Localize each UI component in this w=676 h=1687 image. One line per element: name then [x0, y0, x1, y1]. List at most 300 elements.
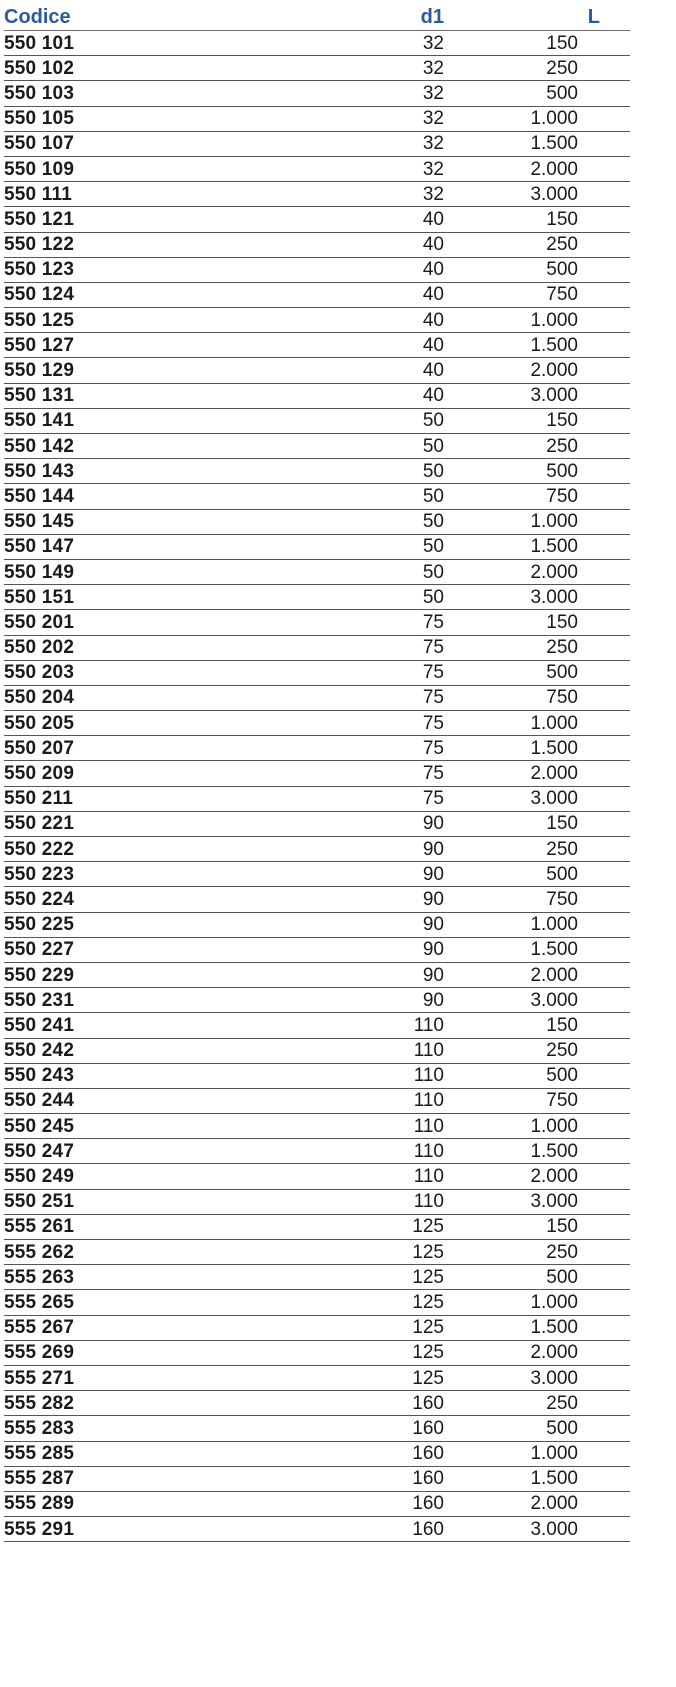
cell-d1: 75 [422, 763, 444, 785]
cell-l: 250 [546, 234, 578, 256]
cell-codice: 550 223 [4, 863, 75, 885]
table-row [4, 182, 630, 207]
table-row [4, 1316, 630, 1341]
cell-d1-wrap [164, 1041, 444, 1060]
table-row [4, 535, 630, 560]
cell-codice: 550 107 [4, 133, 75, 155]
cell-d1: 90 [422, 863, 444, 885]
cell-d1: 32 [422, 183, 444, 205]
cell-codice: 550 227 [4, 939, 75, 961]
table-row [4, 484, 630, 509]
table-row [4, 887, 630, 912]
cell-d1-wrap [164, 361, 444, 380]
cell-l: 250 [546, 435, 578, 457]
table-row [4, 1391, 630, 1416]
cell-codice: 550 241 [4, 1014, 75, 1036]
cell-d1-wrap [164, 1369, 444, 1388]
column-header-l: L [587, 5, 600, 28]
cell-codice: 555 289 [4, 1493, 75, 1515]
table-row [4, 1341, 630, 1366]
cell-d1: 90 [422, 939, 444, 961]
cell-codice: 550 231 [4, 989, 75, 1011]
cell-d1: 125 [412, 1266, 444, 1288]
cell-codice: 555 285 [4, 1443, 75, 1465]
cell-d1-wrap [164, 739, 444, 758]
cell-codice: 550 225 [4, 914, 75, 936]
cell-d1-wrap [164, 1494, 444, 1513]
cell-codice: 555 267 [4, 1317, 75, 1339]
cell-codice: 550 224 [4, 888, 75, 910]
table-row [4, 988, 630, 1013]
cell-codice: 550 207 [4, 737, 75, 759]
cell-codice: 550 102 [4, 57, 75, 79]
cell-d1-wrap [164, 966, 444, 985]
cell-l: 2.000 [530, 964, 578, 986]
table-row [4, 787, 630, 812]
cell-d1-wrap [164, 588, 444, 607]
cell-d1: 50 [422, 410, 444, 432]
cell-l: 750 [546, 284, 578, 306]
cell-l: 2.000 [530, 1493, 578, 1515]
cell-d1-wrap [164, 814, 444, 833]
cell-codice: 550 204 [4, 687, 75, 709]
cell-l: 1.000 [530, 712, 578, 734]
cell-codice: 555 261 [4, 1216, 75, 1238]
cell-l: 2.000 [530, 763, 578, 785]
table-row [4, 711, 630, 736]
cell-codice: 555 271 [4, 1367, 75, 1389]
cell-codice: 550 129 [4, 360, 75, 382]
cell-l: 1.500 [530, 737, 578, 759]
cell-d1: 50 [422, 536, 444, 558]
cell-l: 500 [546, 863, 578, 885]
cell-d1-wrap [164, 764, 444, 783]
cell-l: 250 [546, 838, 578, 860]
cell-d1: 160 [412, 1468, 444, 1490]
table-row [4, 207, 630, 232]
cell-d1-wrap [164, 1091, 444, 1110]
cell-l: 750 [546, 485, 578, 507]
table-row [4, 736, 630, 761]
cell-d1-wrap [164, 160, 444, 179]
cell-d1: 110 [413, 1166, 444, 1188]
table-row [4, 1416, 630, 1441]
cell-d1: 40 [422, 234, 444, 256]
cell-d1: 75 [422, 737, 444, 759]
cell-d1: 32 [422, 32, 444, 54]
table-row [4, 1164, 630, 1189]
cell-codice: 550 121 [4, 208, 75, 230]
cell-codice: 550 249 [4, 1166, 75, 1188]
cell-l: 1.500 [530, 939, 578, 961]
cell-d1-wrap [164, 890, 444, 909]
cell-d1: 32 [422, 133, 444, 155]
cell-d1-wrap [164, 235, 444, 254]
cell-d1-wrap [164, 1419, 444, 1438]
cell-codice: 550 202 [4, 637, 75, 659]
cell-l: 500 [546, 662, 578, 684]
cell-d1: 40 [422, 284, 444, 306]
cell-d1: 90 [422, 964, 444, 986]
cell-l: 3.000 [530, 385, 578, 407]
cell-d1: 32 [422, 158, 444, 180]
cell-d1: 125 [412, 1317, 444, 1339]
cell-codice: 550 109 [4, 158, 75, 180]
table-row [4, 686, 630, 711]
cell-codice: 555 265 [4, 1291, 75, 1313]
table-row [4, 308, 630, 333]
cell-d1-wrap [164, 915, 444, 934]
cell-codice: 550 144 [4, 485, 75, 507]
cell-d1: 90 [422, 813, 444, 835]
cell-codice: 555 262 [4, 1241, 75, 1263]
cell-d1-wrap [164, 487, 444, 506]
cell-l: 1.000 [530, 1291, 578, 1313]
cell-l: 1.500 [530, 536, 578, 558]
cell-codice: 550 242 [4, 1040, 75, 1062]
table-row [4, 585, 630, 610]
cell-l: 1.500 [530, 1140, 578, 1162]
cell-l: 3.000 [530, 1367, 578, 1389]
table-row [4, 610, 630, 635]
table-row [4, 459, 630, 484]
cell-codice: 550 143 [4, 460, 75, 482]
cell-d1-wrap [164, 688, 444, 707]
cell-codice: 550 141 [4, 410, 75, 432]
cell-codice: 550 125 [4, 309, 75, 331]
cell-d1-wrap [164, 940, 444, 959]
cell-d1: 75 [422, 687, 444, 709]
cell-codice: 555 287 [4, 1468, 75, 1490]
cell-d1-wrap [164, 386, 444, 405]
cell-codice: 555 282 [4, 1392, 75, 1414]
table-row [4, 1089, 630, 1114]
cell-d1: 40 [422, 360, 444, 382]
cell-d1: 50 [422, 561, 444, 583]
cell-l: 150 [546, 208, 578, 230]
table-row [4, 1013, 630, 1038]
cell-d1-wrap [164, 462, 444, 481]
table-row [4, 1064, 630, 1089]
table-row [4, 1114, 630, 1139]
cell-l: 1.000 [530, 914, 578, 936]
table-row [4, 1467, 630, 1492]
cell-d1: 50 [422, 511, 444, 533]
cell-l: 150 [546, 1014, 578, 1036]
cell-d1-wrap [164, 1117, 444, 1136]
cell-d1-wrap [164, 512, 444, 531]
cell-l: 750 [546, 1090, 578, 1112]
cell-d1-wrap [164, 210, 444, 229]
table-row [4, 384, 630, 409]
cell-l: 750 [546, 687, 578, 709]
cell-l: 150 [546, 410, 578, 432]
cell-d1-wrap [164, 537, 444, 556]
table-row [4, 1240, 630, 1265]
cell-d1: 32 [422, 82, 444, 104]
cell-l: 2.000 [530, 1342, 578, 1364]
cell-d1-wrap [164, 865, 444, 884]
cell-l: 2.000 [530, 158, 578, 180]
table-row [4, 1039, 630, 1064]
cell-codice: 555 291 [4, 1518, 75, 1540]
table-row [4, 132, 630, 157]
cell-d1-wrap [164, 185, 444, 204]
cell-d1-wrap [164, 563, 444, 582]
cell-d1-wrap [164, 260, 444, 279]
cell-l: 1.000 [530, 309, 578, 331]
cell-d1: 110 [413, 1065, 444, 1087]
table-row [4, 560, 630, 585]
cell-d1-wrap [164, 134, 444, 153]
cell-d1: 75 [422, 611, 444, 633]
cell-l: 2.000 [530, 360, 578, 382]
cell-d1: 110 [413, 1040, 444, 1062]
cell-d1-wrap [164, 1343, 444, 1362]
cell-d1-wrap [164, 1444, 444, 1463]
cell-d1-wrap [164, 1217, 444, 1236]
table-row [4, 157, 630, 182]
cell-l: 1.500 [530, 133, 578, 155]
cell-d1-wrap [164, 336, 444, 355]
cell-l: 3.000 [530, 183, 578, 205]
cell-d1-wrap [164, 285, 444, 304]
cell-l: 500 [546, 259, 578, 281]
cell-l: 1.500 [530, 334, 578, 356]
cell-codice: 550 245 [4, 1115, 75, 1137]
cell-d1-wrap [164, 59, 444, 78]
cell-d1: 75 [422, 662, 444, 684]
cell-d1-wrap [164, 311, 444, 330]
cell-codice: 550 127 [4, 334, 75, 356]
table-row [4, 963, 630, 988]
cell-d1: 110 [413, 1191, 444, 1213]
table-row [4, 761, 630, 786]
cell-d1-wrap [164, 1469, 444, 1488]
cell-d1-wrap [164, 109, 444, 128]
cell-d1: 160 [412, 1518, 444, 1540]
cell-l: 250 [546, 1392, 578, 1414]
cell-d1: 40 [422, 259, 444, 281]
cell-d1: 125 [412, 1291, 444, 1313]
table-row [4, 283, 630, 308]
table-row [4, 1442, 630, 1467]
cell-d1-wrap [164, 1293, 444, 1312]
table-row [4, 862, 630, 887]
cell-d1: 125 [412, 1216, 444, 1238]
cell-d1: 90 [422, 838, 444, 860]
cell-l: 500 [546, 1417, 578, 1439]
cell-codice: 550 147 [4, 536, 75, 558]
cell-l: 150 [546, 813, 578, 835]
cell-codice: 550 229 [4, 964, 75, 986]
cell-d1: 110 [413, 1115, 444, 1137]
cell-l: 150 [546, 1216, 578, 1238]
cell-d1: 40 [422, 334, 444, 356]
cell-d1-wrap [164, 1318, 444, 1337]
cell-d1-wrap [164, 1167, 444, 1186]
cell-codice: 550 205 [4, 712, 75, 734]
cell-l: 3.000 [530, 1191, 578, 1213]
table-row [4, 233, 630, 258]
table-row [4, 1366, 630, 1391]
table-row [4, 1517, 630, 1542]
table-body [4, 31, 630, 1542]
cell-l: 500 [546, 82, 578, 104]
cell-d1-wrap [164, 714, 444, 733]
cell-d1: 110 [413, 1014, 444, 1036]
cell-d1: 160 [412, 1392, 444, 1414]
table-row [4, 1290, 630, 1315]
table-row [4, 837, 630, 862]
cell-d1: 40 [422, 309, 444, 331]
cell-l: 500 [546, 1065, 578, 1087]
table-row [4, 358, 630, 383]
table-row [4, 1190, 630, 1215]
cell-d1-wrap [164, 1016, 444, 1035]
cell-d1-wrap [164, 1520, 444, 1539]
cell-l: 3.000 [530, 1518, 578, 1540]
cell-d1: 75 [422, 788, 444, 810]
cell-codice: 555 263 [4, 1266, 75, 1288]
cell-codice: 550 243 [4, 1065, 75, 1087]
product-table [4, 4, 630, 1542]
cell-l: 750 [546, 888, 578, 910]
table-row [4, 31, 630, 56]
table-row [4, 107, 630, 132]
cell-d1-wrap [164, 437, 444, 456]
cell-d1: 90 [422, 989, 444, 1011]
cell-l: 1.000 [530, 1115, 578, 1137]
cell-d1-wrap [164, 1268, 444, 1287]
cell-d1-wrap [164, 663, 444, 682]
cell-codice: 550 101 [4, 32, 75, 54]
cell-d1: 50 [422, 586, 444, 608]
cell-d1-wrap [164, 1192, 444, 1211]
table-row [4, 510, 630, 535]
cell-l: 2.000 [530, 561, 578, 583]
cell-d1: 50 [422, 485, 444, 507]
table-row [4, 81, 630, 106]
cell-d1: 160 [412, 1417, 444, 1439]
table-row [4, 1139, 630, 1164]
cell-codice: 550 151 [4, 586, 75, 608]
cell-l: 1.000 [530, 1443, 578, 1465]
cell-l: 150 [546, 32, 578, 54]
cell-d1: 40 [422, 208, 444, 230]
cell-d1: 160 [412, 1493, 444, 1515]
cell-d1: 125 [412, 1367, 444, 1389]
cell-d1: 32 [422, 108, 444, 130]
cell-codice: 555 269 [4, 1342, 75, 1364]
cell-d1: 125 [412, 1241, 444, 1263]
table-row [4, 333, 630, 358]
cell-codice: 550 209 [4, 763, 75, 785]
cell-codice: 550 122 [4, 234, 75, 256]
cell-d1-wrap [164, 1394, 444, 1413]
cell-d1-wrap [164, 84, 444, 103]
table-header [4, 4, 630, 31]
table-row [4, 636, 630, 661]
cell-l: 3.000 [530, 788, 578, 810]
cell-d1-wrap [164, 840, 444, 859]
table-row [4, 434, 630, 459]
cell-d1: 75 [422, 712, 444, 734]
cell-d1: 110 [413, 1140, 444, 1162]
cell-l: 250 [546, 637, 578, 659]
cell-d1: 50 [422, 460, 444, 482]
table-row [4, 1265, 630, 1290]
table-row [4, 409, 630, 434]
cell-codice: 550 222 [4, 838, 75, 860]
cell-codice: 550 124 [4, 284, 75, 306]
column-header-d1: d1 [420, 5, 444, 28]
table-row [4, 1492, 630, 1517]
cell-d1-wrap [164, 613, 444, 632]
column-header-codice: Codice [4, 5, 71, 28]
table-row [4, 661, 630, 686]
table-row [4, 1215, 630, 1240]
cell-codice: 550 221 [4, 813, 75, 835]
cell-d1-wrap [164, 991, 444, 1010]
table-row [4, 938, 630, 963]
cell-codice: 550 247 [4, 1140, 75, 1162]
cell-d1-wrap [164, 789, 444, 808]
cell-l: 250 [546, 57, 578, 79]
cell-codice: 555 283 [4, 1417, 75, 1439]
cell-d1: 90 [422, 914, 444, 936]
table-row [4, 56, 630, 81]
cell-l: 500 [546, 460, 578, 482]
cell-d1-wrap [164, 411, 444, 430]
cell-codice: 550 105 [4, 108, 75, 130]
table-row [4, 913, 630, 938]
cell-l: 250 [546, 1241, 578, 1263]
cell-d1-wrap [164, 1066, 444, 1085]
cell-codice: 550 123 [4, 259, 75, 281]
cell-codice: 550 145 [4, 511, 75, 533]
cell-d1-wrap [164, 1142, 444, 1161]
cell-d1: 50 [422, 435, 444, 457]
cell-d1-wrap [164, 638, 444, 657]
cell-l: 500 [546, 1266, 578, 1288]
table-row [4, 258, 630, 283]
table-row [4, 812, 630, 837]
cell-codice: 550 149 [4, 561, 75, 583]
cell-codice: 550 244 [4, 1090, 75, 1112]
cell-l: 1.000 [530, 511, 578, 533]
cell-d1-wrap [164, 34, 444, 53]
cell-l: 250 [546, 1040, 578, 1062]
cell-codice: 550 251 [4, 1191, 75, 1213]
cell-codice: 550 131 [4, 385, 75, 407]
cell-codice: 550 201 [4, 611, 75, 633]
cell-l: 3.000 [530, 989, 578, 1011]
cell-codice: 550 211 [4, 788, 74, 810]
cell-d1: 40 [422, 385, 444, 407]
cell-d1: 32 [422, 57, 444, 79]
cell-l: 150 [546, 611, 578, 633]
cell-l: 1.500 [530, 1317, 578, 1339]
cell-d1: 160 [412, 1443, 444, 1465]
cell-codice: 550 111 [4, 183, 72, 205]
cell-codice: 550 142 [4, 435, 75, 457]
cell-d1: 110 [413, 1090, 444, 1112]
cell-l: 1.000 [530, 108, 578, 130]
cell-codice: 550 203 [4, 662, 75, 684]
cell-codice: 550 103 [4, 82, 75, 104]
cell-l: 2.000 [530, 1166, 578, 1188]
